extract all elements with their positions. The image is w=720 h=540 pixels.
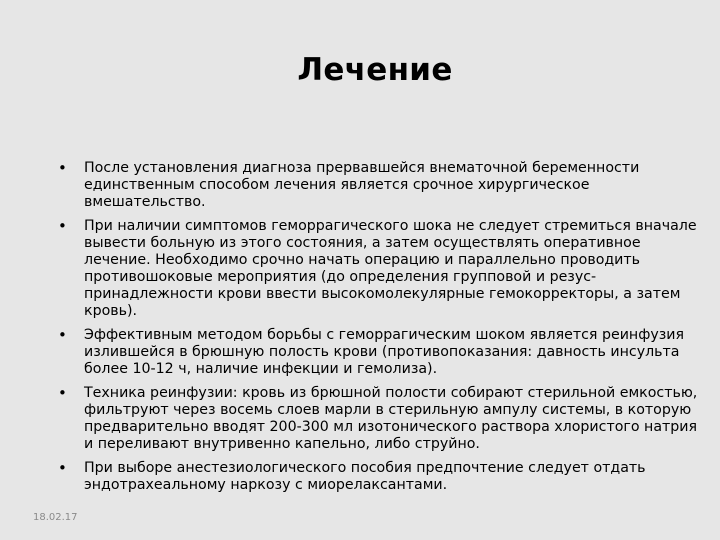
bullet-text: Эффективным методом борьбы с геморрагическим шоком является реинфузия излившейся в брюшную полость крови (противопоказания: давность инсульта более 10-12 ч, наличие инфекции и гемолиза).	[84, 327, 685, 377]
bullet-icon: •	[58, 459, 67, 477]
bullet-text: При выборе анестезиологического пособия предпочтение следует отдать эндотрахеальному наркозу с миорелаксантами.	[84, 460, 646, 493]
slide-date: 18.02.17	[33, 512, 78, 523]
list-item	[58, 160, 708, 211]
bullet-list	[58, 160, 708, 501]
bullet-icon: •	[58, 217, 67, 235]
slide-title: Лечение	[297, 52, 453, 88]
bullet-text: После установления диагноза прервавшейся внематочной беременности единственным способом лечения является срочное хирургическое вмешательство.	[84, 160, 640, 210]
list-item	[58, 327, 708, 378]
bullet-text: Техника реинфузии: кровь из брюшной полости собирают стерильной емкостью, фильтруют через восемь слоев марли в стерильную ампулу системы, в которую предварительно вводят 200-300 мл изотонического раствора хлористого натрия и переливают внутривенно капельно, либо струйно.	[84, 385, 698, 452]
bullet-text: При наличии симптомов геморрагического шока не следует стремиться вначале вывести больную из этого состояния, а затем осуществлять оперативное лечение. Необходимо срочно начать операцию и параллельно проводить противошоковые мероприятия (до определения групповой и резус-принадлежности крови ввести высокомолекулярные гемокорректоры, а затем кровь).	[84, 218, 697, 319]
bullet-icon: •	[58, 326, 67, 344]
bullet-icon: •	[58, 384, 67, 402]
list-item	[58, 460, 708, 494]
bullet-icon: •	[58, 159, 67, 177]
list-item	[58, 385, 708, 453]
list-item	[58, 218, 708, 320]
